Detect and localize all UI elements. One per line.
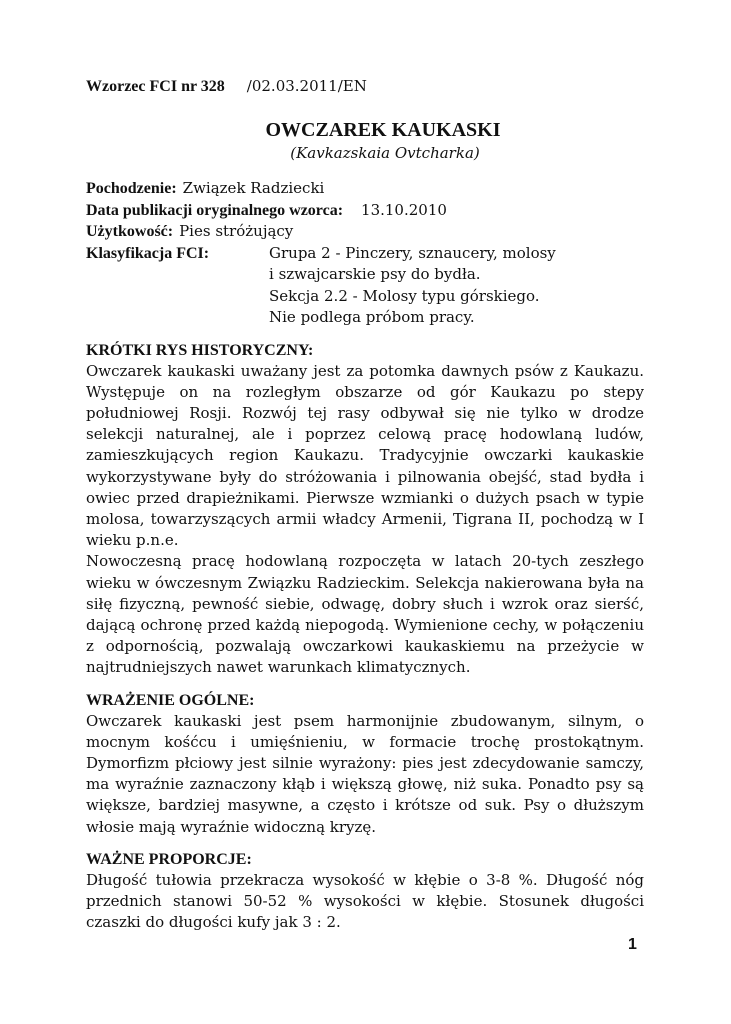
document-header [86,74,644,98]
section-heading-proportions: WAŻNE PROPORCJE: [86,850,252,868]
history-paragraph: Nowoczesną pracę hodowlaną rozpoczęta w latach 20-tych zeszłego wieku w ówczesnym Związku Radzieckim. Selekcja nakierowana była na siłę fizyczną, pewność siebie, odwagę, dobry słuch i wzrok oraz sierść, dającą ochronę przed każdą niepogodą. Wymienione cechy, w połączeniu z odpornością, pozwalają owczarkowi kaukaskiemu na przeżycie w najtrudniejszych nawet warunkach klimatycznych. [86,552,644,677]
usage-value: Pies stróżujący [179,222,294,240]
meta-classification [86,243,644,329]
meta-pubdate [86,200,644,222]
meta-block [86,178,644,329]
standard-date: /02.03.2011/EN [246,77,367,95]
classification-line: Sekcja 2.2 - Molosy typu górskiego. [269,286,540,305]
breed-title: OWCZAREK KAUKASKI [265,119,501,141]
general-appearance-paragraph: Owczarek kaukaski jest psem harmonijnie zbudowanym, silnym, o mocnym kośćcu i umięśnieniu, w formacie trochę prostokątnym. Dymorfizm płciowy jest silnie wyrażony: pies jest zdecydowanie samczy, ma wyraźnie zaznaczony kłąb i większą głowę, niż suka. Ponadto psy są większe, bardziej masywne, a często i krótsze od suk. Psy o dłuższym włosie mają wyraźnie widoczną kryzę. [86,711,644,836]
proportions-paragraph: Długość tułowia przekracza wysokość w kłębie o 3-8 %. Długość nóg przednich stanowi 50-52 % wysokości w kłębie. Stosunek długości czaszki do długości kufy jak 3 : 2. [86,870,644,932]
classification-line: Grupa 2 - Pinczery, sznaucery, molosy [269,243,556,262]
section-heading-general-appearance: WRAŻENIE OGÓLNE: [86,691,255,709]
classification-lines [269,243,556,329]
standard-code: Wzorzec FCI nr 328 [86,78,225,95]
history-paragraph: Owczarek kaukaski uważany jest za potomka dawnych psów z Kaukazu. Występuje on na rozległym obszarze od gór Kaukazu po stepy południowej Rosji. Rozwój tej rasy odbywał się nie tylko w drodze selekcji naturalnej, ale i poprzez celową pracę hodowlaną ludów, zamieszkujących region Kaukazu. Tradycyjnie owczarki kaukaskie wykorzystywane były do stróżowania i pilnowania obejść, stad bydła i owiec przed drapieżnikami. Pierwsze wzmianki o dużych psach w typie molosa, towarzyszących armii władcy Armenii, Tigrana II, pochodzą w I wieku p.n.e. [86,361,644,550]
classification-label: Klasyfikacja FCI: [86,244,210,262]
origin-value: Związek Radziecki [182,179,325,197]
meta-origin [86,178,644,200]
origin-label: Pochodzenie: [86,180,177,197]
pubdate-label: Data publikacji oryginalnego wzorca: [86,201,344,219]
classification-line: i szwajcarskie psy do bydła. [269,265,481,283]
section-heading-history: KRÓTKI RYS HISTORYCZNY: [86,341,314,359]
classification-line: Nie podlega próbom pracy. [269,308,475,326]
usage-label: Użytkowość: [86,223,174,240]
meta-usage [86,221,644,243]
page-number: 1 [628,936,637,953]
document-page [86,74,644,933]
pubdate-value: 13.10.2010 [361,200,447,219]
breed-subtitle: (Kavkazskaia Ovtcharka) [290,144,480,162]
